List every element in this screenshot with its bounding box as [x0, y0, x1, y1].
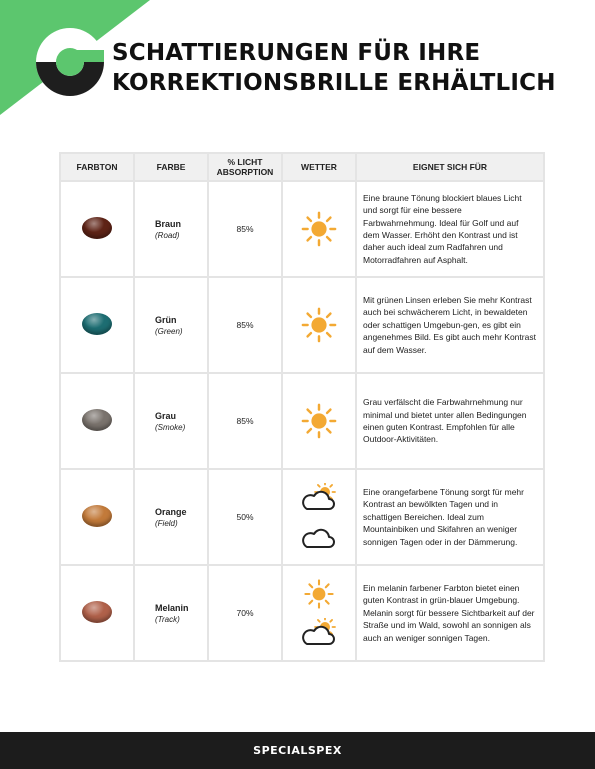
table-row: [61, 470, 543, 564]
cell-weather: [283, 374, 355, 468]
shades-table: [59, 152, 545, 662]
cell-absorption: 85%: [209, 182, 281, 276]
color-name: Melanin: [155, 602, 189, 613]
page-title-line1: SCHATTIERUNGEN FÜR IHRE: [112, 40, 481, 66]
lens-swatch: [82, 505, 112, 527]
cell-lens: [61, 374, 133, 468]
cell-lens: [61, 566, 133, 660]
cell-color: [135, 470, 207, 564]
header-wetter: WETTER: [283, 154, 355, 180]
lens-swatch: [82, 217, 112, 239]
cell-weather: [283, 566, 355, 660]
cell-absorption: 85%: [209, 374, 281, 468]
cell-description: Grau verfälscht die Farbwahrnehmung nur minimal und bietet unter allen Bedingungen einen guten Kontrast. Empfohlen für alle Outdoor-Aktivitäten.: [357, 374, 543, 468]
cloud-icon: [299, 521, 339, 551]
cell-description: Mit grünen Linsen erleben Sie mehr Kontrast auch bei schwächerem Licht, in bewaldeten oder schattigen Umgebun-gen, es gibt ein angenehmes Bild. Es gibt auch mehr Kontrast auf dem Wasser.: [357, 278, 543, 372]
sun-icon: [300, 306, 338, 344]
cell-weather: [283, 278, 355, 372]
table-row: [61, 182, 543, 276]
color-subname: (Road): [155, 230, 180, 240]
color-subname: (Field): [155, 518, 178, 528]
table-row: [61, 374, 543, 468]
color-subname: (Green): [155, 326, 183, 336]
sun-cloud-icon: [299, 618, 339, 648]
color-name: Orange: [155, 506, 187, 517]
cell-weather: [283, 470, 355, 564]
lens-swatch: [82, 313, 112, 335]
page-title: [112, 38, 582, 98]
table-header-row: [61, 154, 543, 180]
footer-bar: [0, 732, 595, 769]
cell-absorption: 70%: [209, 566, 281, 660]
cell-lens: [61, 278, 133, 372]
cell-description: Eine braune Tönung blockiert blaues Licht und sorgt für eine bessere Farbwahrnehmung. Ideal für Golf und auf dem Wasser. Erhöht den Kontrast und ist daher auch ideal zum Radfahren und Motorradfahren auf Asphalt.: [357, 182, 543, 276]
footer-brand: SPECIALSPEX: [253, 744, 342, 757]
sun-icon: [300, 210, 338, 248]
color-name: Grün: [155, 314, 177, 325]
table-row: [61, 566, 543, 660]
cell-description: Ein melanin farbener Farbton bietet einen guten Kontrast in grün-blauer Umgebung. Melanin sorgt für bessere Sichtbarkeit auf der Straße und im Wald, sowohl an sonnigen als auch an weniger sonnigen Tagen.: [357, 566, 543, 660]
color-name: Grau: [155, 410, 177, 421]
header-absorption: [209, 154, 281, 180]
header-farbe: FARBE: [135, 154, 207, 180]
page-title-line2: KORREKTIONSBRILLE ERHÄLTLICH: [112, 70, 556, 96]
color-subname: (Track): [155, 614, 180, 624]
cell-color: [135, 566, 207, 660]
sun-icon: [303, 578, 335, 610]
sun-icon: [300, 402, 338, 440]
brand-logo-icon: [36, 28, 104, 96]
cell-lens: [61, 182, 133, 276]
header-absorption-line1: % LICHT: [227, 157, 263, 167]
header-farbton: FARBTON: [61, 154, 133, 180]
cell-absorption: 85%: [209, 278, 281, 372]
header-absorption-line2: ABSORPTION: [216, 167, 274, 177]
cell-absorption: 50%: [209, 470, 281, 564]
sun-cloud-icon: [299, 483, 339, 513]
table-row: [61, 278, 543, 372]
color-subname: (Smoke): [155, 422, 186, 432]
cell-description: Eine orangefarbene Tönung sorgt für mehr Kontrast an bewölkten Tagen und in schattigen Bereichen. Ideal zum Mountainbiken und Skifahren an weniger sonnigen Tagen oder in der Dämmerung.: [357, 470, 543, 564]
cell-color: [135, 278, 207, 372]
lens-swatch: [82, 409, 112, 431]
cell-lens: [61, 470, 133, 564]
header-eignet: EIGNET SICH FÜR: [357, 154, 543, 180]
cell-color: [135, 374, 207, 468]
color-name: Braun: [155, 218, 182, 229]
lens-swatch: [82, 601, 112, 623]
cell-color: [135, 182, 207, 276]
cell-weather: [283, 182, 355, 276]
